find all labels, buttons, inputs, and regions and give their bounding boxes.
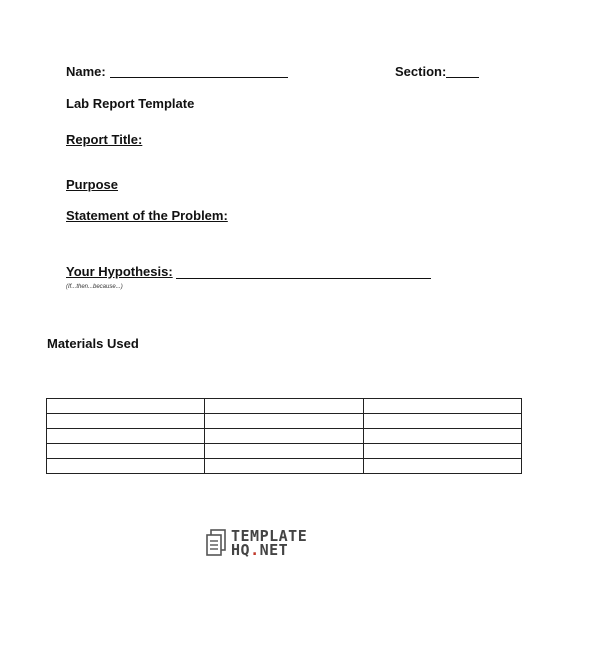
table-cell[interactable]	[205, 444, 363, 459]
purpose-label: Purpose	[66, 177, 119, 192]
hypothesis-label: Your Hypothesis:	[66, 264, 173, 279]
table-cell[interactable]	[363, 399, 521, 414]
templatehq-logo	[205, 529, 307, 557]
report-title-label: Report Title:	[66, 132, 143, 147]
table-cell[interactable]	[205, 414, 363, 429]
table-row	[47, 414, 522, 429]
table-row	[47, 459, 522, 474]
table-row	[47, 429, 522, 444]
table-cell[interactable]	[47, 414, 205, 429]
table-cell[interactable]	[363, 429, 521, 444]
template-heading: Lab Report Template	[66, 96, 195, 111]
table-cell[interactable]	[363, 444, 521, 459]
section-field-line[interactable]	[446, 77, 479, 78]
table-row	[47, 399, 522, 414]
logo-line2: HQ.NET	[231, 541, 289, 559]
logo-line1: TEMPLATE	[231, 527, 308, 545]
name-field-line[interactable]	[110, 77, 288, 78]
table-cell[interactable]	[363, 459, 521, 474]
materials-heading: Materials Used	[47, 336, 139, 351]
table-cell[interactable]	[47, 399, 205, 414]
materials-table	[46, 398, 522, 474]
table-cell[interactable]	[47, 429, 205, 444]
table-cell[interactable]	[47, 444, 205, 459]
table-cell[interactable]	[205, 459, 363, 474]
problem-label: Statement of the Problem:	[66, 208, 228, 223]
name-label: Name:	[66, 64, 106, 79]
table-row	[47, 444, 522, 459]
hypothesis-field-line[interactable]	[176, 278, 431, 279]
table-cell[interactable]	[47, 459, 205, 474]
section-label: Section:	[395, 64, 447, 79]
table-cell[interactable]	[363, 414, 521, 429]
table-cell[interactable]	[205, 399, 363, 414]
table-cell[interactable]	[205, 429, 363, 444]
document-stack-icon	[205, 529, 227, 557]
hypothesis-hint: (If...then...because...)	[66, 284, 123, 290]
